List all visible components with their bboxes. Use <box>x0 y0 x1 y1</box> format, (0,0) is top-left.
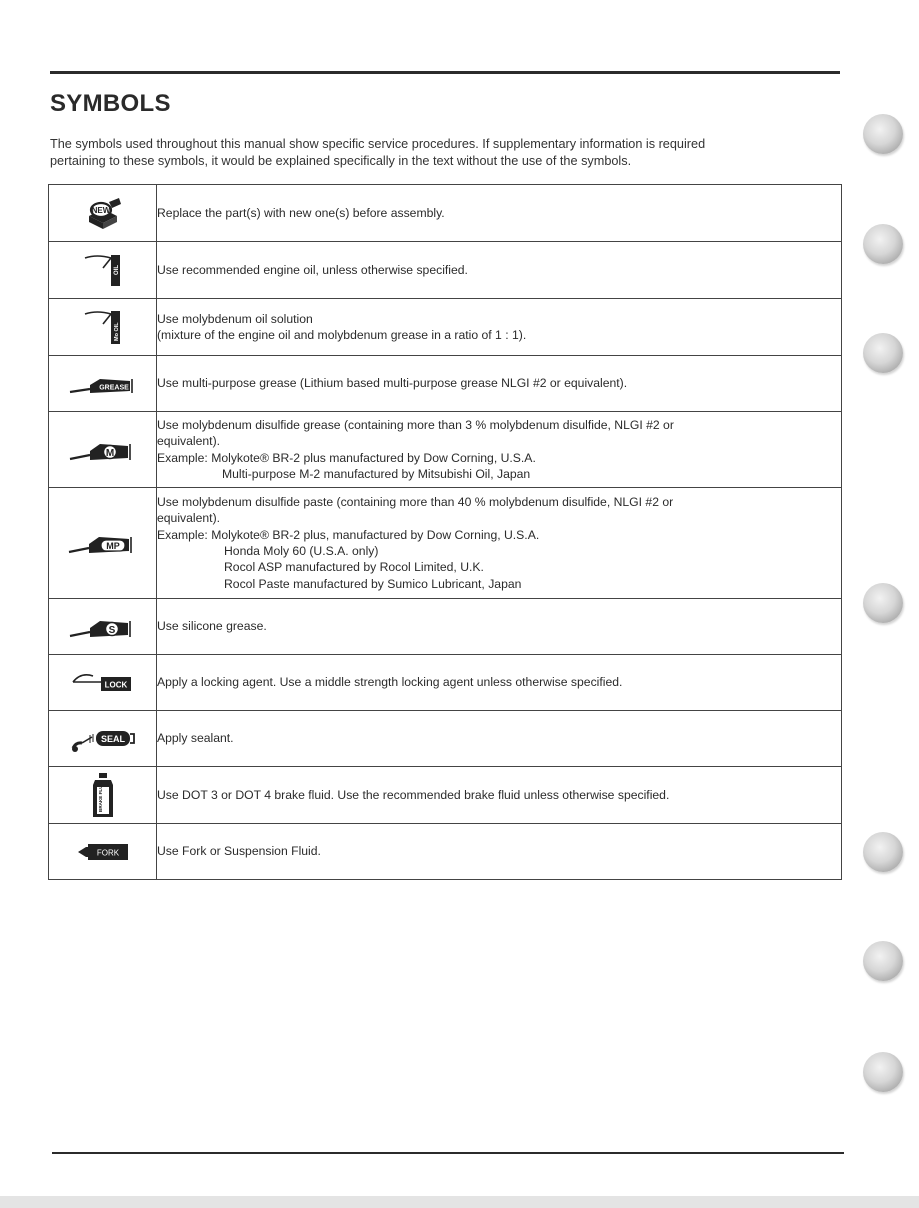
svg-text:M: M <box>105 447 114 459</box>
description-line: Use recommended engine oil, unless otherwise specified. <box>157 262 468 277</box>
sealant-icon <box>70 725 136 753</box>
description-line: Multi-purpose M-2 manufactured by Mitsubishi Oil, Japan <box>222 466 531 481</box>
table-row <box>49 767 842 824</box>
page-title: SYMBOLS <box>50 90 171 117</box>
description-cell <box>157 488 842 599</box>
description-cell <box>157 711 842 767</box>
table-row <box>49 488 842 599</box>
new-part-icon <box>81 196 125 230</box>
intro-paragraph <box>50 136 850 170</box>
description-line: equivalent). <box>157 434 221 449</box>
molybdenum-oil-icon <box>81 308 125 346</box>
intro-line: The symbols used throughout this manual show specific service procedures. If supplementary information is required <box>50 137 706 151</box>
description-cell <box>157 767 842 824</box>
engine-oil-icon <box>81 252 125 288</box>
description-line: equivalent). <box>157 511 221 526</box>
icon-cell <box>49 356 157 412</box>
description-line: Example: Molykote® BR-2 plus, manufactured by Dow Corning, U.S.A. <box>157 527 540 542</box>
description-line: Use molybdenum oil solution <box>157 311 313 326</box>
description-cell <box>157 185 842 242</box>
table-row <box>49 356 842 412</box>
description-line: Use multi-purpose grease (Lithium based multi-purpose grease NLGI #2 or equivalent). <box>157 376 628 391</box>
description-line: Example: Molykote® BR-2 plus manufactured by Dow Corning, U.S.A. <box>157 450 536 465</box>
table-row <box>49 824 842 880</box>
description-line: Apply sealant. <box>157 731 234 746</box>
svg-text:SEAL: SEAL <box>100 733 125 744</box>
table-row <box>49 242 842 299</box>
icon-cell <box>49 655 157 711</box>
description-line: Replace the part(s) with new one(s) before assembly. <box>157 205 445 220</box>
description-line: Use molybdenum disulfide grease (containing more than 3 % molybdenum disulfide, NLGI #2 or <box>157 417 674 432</box>
icon-cell <box>49 711 157 767</box>
description-cell <box>157 655 842 711</box>
description-line: Use molybdenum disulfide paste (containing more than 40 % molybdenum disulfide, NLGI #2 or <box>157 494 674 509</box>
icon-cell <box>49 824 157 880</box>
svg-text:MP: MP <box>105 541 120 551</box>
binder-hole <box>863 333 903 373</box>
binder-hole <box>863 832 903 872</box>
icon-cell <box>49 599 157 655</box>
top-rule <box>50 71 840 74</box>
description-cell <box>157 412 842 488</box>
table-row <box>49 599 842 655</box>
grease-icon <box>68 371 138 397</box>
binder-hole <box>863 941 903 981</box>
scan-edge <box>0 1196 919 1208</box>
brake-fluid-icon <box>90 772 116 818</box>
description-line: (mixture of the engine oil and molybdenum grease in a ratio of 1 : 1). <box>157 328 527 342</box>
binder-hole <box>863 114 903 154</box>
description-line: Use DOT 3 or DOT 4 brake fluid. Use the recommended brake fluid unless otherwise specified. <box>157 787 670 802</box>
icon-cell <box>49 412 157 488</box>
table-row <box>49 655 842 711</box>
description-line: Honda Moly 60 (U.S.A. only) <box>224 544 379 558</box>
symbols-table <box>48 184 842 880</box>
svg-text:Mo OIL: Mo OIL <box>113 322 120 341</box>
svg-text:S: S <box>108 624 115 636</box>
table-row <box>49 185 842 242</box>
description-line: Rocol Paste manufactured by Sumico Lubricant, Japan <box>224 576 522 591</box>
locking-agent-icon <box>71 670 135 696</box>
svg-text:OIL: OIL <box>113 265 120 275</box>
svg-text:NEW: NEW <box>91 206 110 215</box>
table-row <box>49 711 842 767</box>
binder-hole <box>863 583 903 623</box>
intro-line: pertaining to these symbols, it would be explained specifically in the text without the use of the symbols. <box>50 154 632 168</box>
description-cell <box>157 299 842 356</box>
description-cell <box>157 824 842 880</box>
description-line: Use silicone grease. <box>157 619 267 634</box>
description-cell <box>157 356 842 412</box>
description-line: Use Fork or Suspension Fluid. <box>157 844 321 859</box>
icon-cell <box>49 488 157 599</box>
description-line: Rocol ASP manufactured by Rocol Limited, U.K. <box>224 560 484 575</box>
icon-cell <box>49 242 157 299</box>
molybdenum-paste-icon <box>67 529 139 557</box>
icon-cell <box>49 185 157 242</box>
svg-text:GREASE: GREASE <box>98 384 129 391</box>
bottom-rule <box>52 1152 844 1154</box>
binder-hole <box>863 224 903 264</box>
description-cell <box>157 599 842 655</box>
svg-text:FORK: FORK <box>96 848 119 857</box>
description-line: Apply a locking agent. Use a middle strength locking agent unless otherwise specified. <box>157 675 623 690</box>
molybdenum-grease-icon <box>68 436 138 464</box>
silicone-grease-icon <box>68 613 138 641</box>
icon-cell <box>49 299 157 356</box>
svg-text:BRAKE FLUID: BRAKE FLUID <box>97 780 103 812</box>
icon-cell <box>49 767 157 824</box>
binder-hole <box>863 1052 903 1092</box>
table-row <box>49 299 842 356</box>
table-row <box>49 412 842 488</box>
description-cell <box>157 242 842 299</box>
svg-text:LOCK: LOCK <box>104 680 127 689</box>
fork-fluid-icon <box>76 841 130 863</box>
